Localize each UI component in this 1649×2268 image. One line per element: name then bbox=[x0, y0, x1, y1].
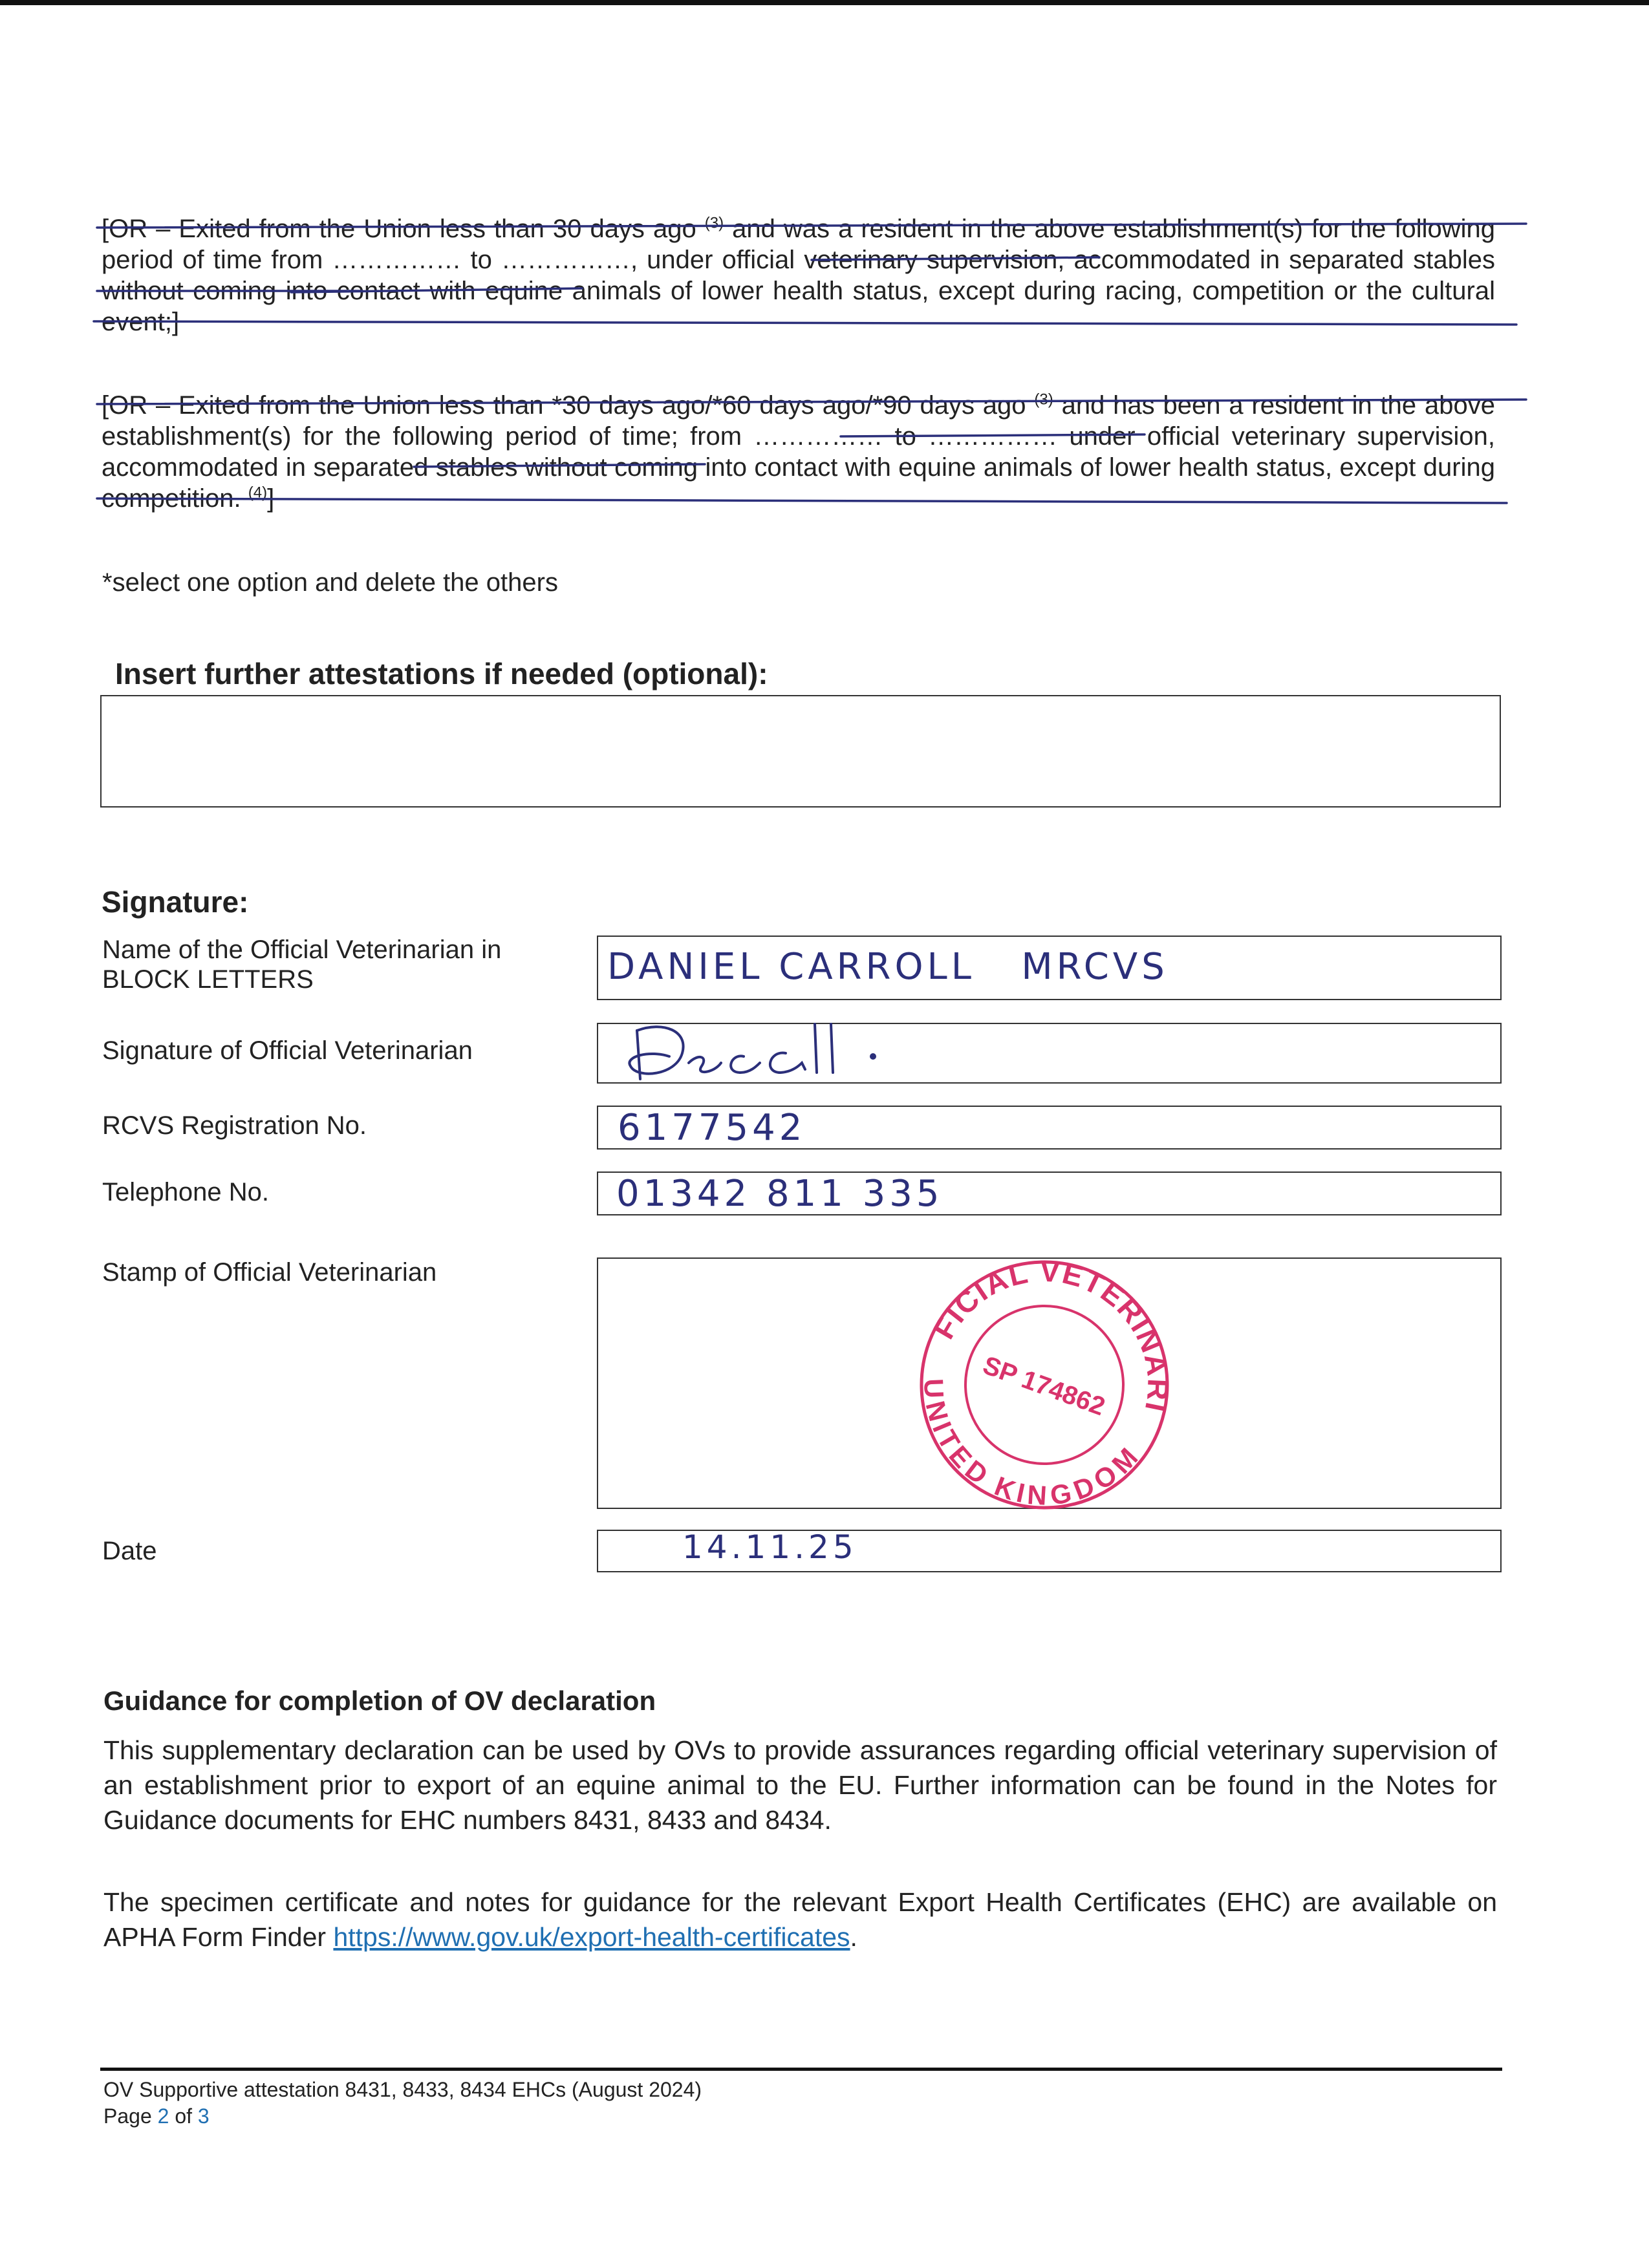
name-field[interactable] bbox=[597, 936, 1502, 1000]
telephone-field[interactable] bbox=[597, 1171, 1502, 1215]
footer-page-number: 2 bbox=[157, 2104, 169, 2128]
para1-footnote: (3) bbox=[704, 214, 724, 232]
rcvs-label: RCVS Registration No. bbox=[102, 1111, 367, 1140]
footer-of-word: of bbox=[169, 2104, 198, 2128]
footer-page-word: Page bbox=[103, 2104, 158, 2128]
further-attestations-heading: Insert further attestations if needed (optional): bbox=[115, 657, 768, 690]
para2-mid: and has been a resident in the above establishment(s) for the following period of time; from …………… to …………… under official veterinary supervision, accommodated in separated stables without coming into contact with equine animals of lower health status, except during competition. bbox=[102, 391, 1495, 513]
stamp-bottom-text: UNITED KINGDOM bbox=[918, 1378, 1145, 1511]
export-certificates-link[interactable]: https://www.gov.uk/export-health-certificates bbox=[333, 1922, 850, 1952]
stamp-field[interactable] bbox=[597, 1254, 1502, 1511]
stamp-center-text: SP 174862 bbox=[979, 1351, 1109, 1422]
telephone-value: 01342 811 335 bbox=[616, 1173, 943, 1215]
guidance-p2-text: The specimen certificate and notes for guidance for the relevant Export Health Certificates (EHC) are available on APHA Form Finder bbox=[103, 1887, 1497, 1952]
footer-title: OV Supportive attestation 8431, 8433, 8434 EHCs (August 2024) bbox=[103, 2078, 702, 2101]
footer-page bbox=[103, 2103, 210, 2129]
stamp-label: Stamp of Official Veterinarian bbox=[102, 1258, 437, 1287]
signature-field[interactable] bbox=[597, 1023, 1502, 1084]
date-label: Date bbox=[102, 1537, 157, 1565]
telephone-label: Telephone No. bbox=[102, 1178, 269, 1206]
footer-rule bbox=[100, 2068, 1502, 2071]
guidance-heading: Guidance for completion of OV declaration bbox=[103, 1685, 656, 1716]
rcvs-field[interactable] bbox=[597, 1106, 1502, 1150]
select-note: *select one option and delete the others bbox=[102, 568, 558, 597]
date-value: 14.11.25 bbox=[682, 1528, 857, 1566]
para2-footnote: (3) bbox=[1034, 390, 1053, 409]
date-field[interactable] bbox=[597, 1530, 1502, 1572]
strikethrough-paragraph-1 bbox=[102, 213, 1495, 337]
signature-label: Signature of Official Veterinarian bbox=[102, 1036, 473, 1065]
name-value: DANIEL CARROLL MRCVS bbox=[607, 946, 1169, 988]
guidance-p2-end: . bbox=[850, 1922, 857, 1952]
footer-page-total: 3 bbox=[197, 2104, 210, 2128]
para2-close: ] bbox=[267, 484, 275, 513]
stamp-top-text: OFFICIAL VETERINARIAN bbox=[926, 1254, 1176, 1416]
guidance-paragraph-2 bbox=[103, 1885, 1497, 1954]
para1-rest: and was a resident in the above establishment(s) for the following period of time from …………… to ……………, under official veterinary supervision, accommodated in separated stables without coming into contact with equine animals of lower health status, except during racing, competition or the cultural event;] bbox=[102, 215, 1495, 336]
para2-footnote-2: (4) bbox=[248, 484, 268, 502]
strikethrough-paragraph-2 bbox=[102, 390, 1495, 514]
name-label bbox=[102, 935, 501, 994]
handwritten-signature bbox=[611, 1018, 999, 1089]
official-stamp bbox=[909, 1249, 1180, 1521]
guidance-paragraph-1: This supplementary declaration can be used by OVs to provide assurances regarding official veterinary supervision of an establishment prior to export of an equine animal to the EU. Further information can be found in the Notes for Guidance documents for EHC numbers 8431, 8433 and 8434. bbox=[103, 1735, 1497, 1835]
rcvs-value: 6177542 bbox=[618, 1107, 806, 1149]
para2-open: [OR – Exited from the Union less than *30 days ago/*60 days ago/*90 days ago bbox=[102, 391, 1035, 420]
name-label-line-2: BLOCK LETTERS bbox=[102, 965, 314, 994]
signature-heading: Signature: bbox=[102, 885, 249, 919]
name-label-line-1: Name of the Official Veterinarian in bbox=[102, 936, 502, 964]
further-attestations-box[interactable] bbox=[100, 695, 1501, 808]
para1-open: [OR – Exited from the Union less than 30 days ago bbox=[102, 215, 705, 243]
scan-edge bbox=[0, 0, 1649, 5]
